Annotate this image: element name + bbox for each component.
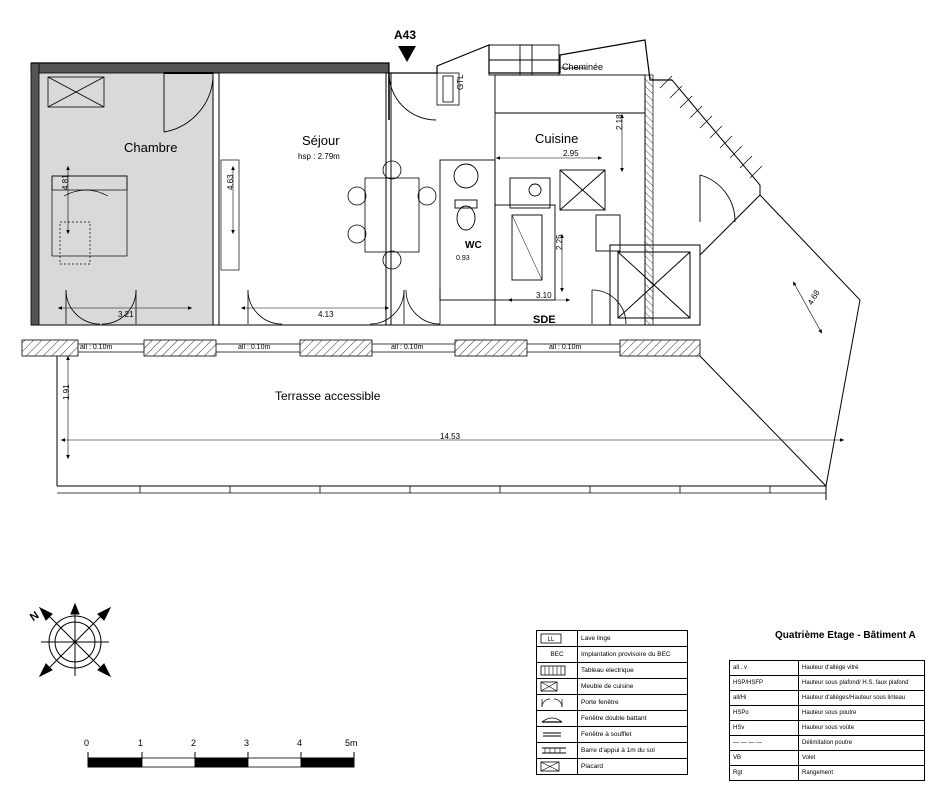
abbr-value: Hauteur sous plafond/ H.S. faux plafond bbox=[799, 676, 925, 691]
abbr-key: HSPo bbox=[730, 706, 799, 721]
abbr-value: Volet bbox=[799, 751, 925, 766]
legend-label: Placard bbox=[578, 759, 688, 775]
abbr-key: HSv bbox=[730, 721, 799, 736]
abbr-row bbox=[730, 661, 925, 676]
legend-row bbox=[537, 711, 688, 727]
abbr-value: Rangement bbox=[799, 766, 925, 781]
room-label-sde: SDE bbox=[533, 314, 556, 326]
legend-table bbox=[536, 630, 688, 775]
fenetre-double-battant-icon bbox=[537, 711, 578, 727]
legend-label: Porte fenêtre bbox=[578, 695, 688, 711]
cheminee-block bbox=[489, 45, 559, 75]
room-label-wc: WC bbox=[465, 240, 482, 251]
abbr-key: — — — — bbox=[730, 736, 799, 751]
legend-label: Meuble de cuisine bbox=[578, 679, 688, 695]
dim-cuisine-width: 2.95 bbox=[563, 149, 579, 158]
scale-tick-1: 1 bbox=[138, 738, 144, 748]
abbr-row bbox=[730, 736, 925, 751]
dim-angle-wall: 4.68 bbox=[806, 288, 822, 307]
placard-icon bbox=[537, 759, 578, 775]
unit-tag: A43 bbox=[394, 28, 417, 42]
unit-pointer bbox=[398, 46, 416, 62]
legend-label: Barre d'appui à 1m du sol bbox=[578, 743, 688, 759]
legend-label: Lave linge bbox=[578, 631, 688, 647]
north-compass bbox=[40, 604, 110, 676]
svg-text:LL: LL bbox=[547, 637, 555, 643]
abbr-row bbox=[730, 676, 925, 691]
scale-tick-5: 5m bbox=[345, 738, 358, 748]
dim-chambre-width: 3.21 bbox=[118, 310, 134, 319]
room-label-sejour: Séjour bbox=[302, 133, 340, 148]
meuble-cuisine-icon bbox=[537, 679, 578, 695]
dim-terrasse-depth: 1.91 bbox=[62, 384, 71, 400]
abbr-value: Délimitation poutre bbox=[799, 736, 925, 751]
legend-row bbox=[537, 695, 688, 711]
dim-chambre-depth: 4.81 bbox=[61, 174, 70, 190]
legend-label: Fenêtre double battant bbox=[578, 711, 688, 727]
allege-label-4: all : 0.10m bbox=[549, 344, 582, 351]
legend-row bbox=[537, 727, 688, 743]
legend-row bbox=[537, 647, 688, 663]
abbr-row bbox=[730, 706, 925, 721]
legend-row bbox=[537, 759, 688, 775]
legend-label: Fenêtre à soufflet bbox=[578, 727, 688, 743]
abbr-row bbox=[730, 751, 925, 766]
legend-row bbox=[537, 631, 688, 647]
abbr-key: all . v bbox=[730, 661, 799, 676]
room-label-chambre: Chambre bbox=[124, 140, 178, 155]
plan-title: Quatrième Etage - Bâtiment A bbox=[775, 630, 916, 641]
tableau-electrique-icon bbox=[537, 663, 578, 679]
label-terrasse: Terrasse accessible bbox=[275, 389, 381, 403]
dim-sejour-width: 4.13 bbox=[318, 310, 334, 319]
abbr-key: Rgt bbox=[730, 766, 799, 781]
entry-door bbox=[389, 73, 436, 120]
legend-row bbox=[537, 663, 688, 679]
abbr-value: Hauteur sous voûte bbox=[799, 721, 925, 736]
legend-label: Implantation provisoire du BEC bbox=[578, 647, 688, 663]
lave-linge-icon bbox=[537, 631, 578, 647]
cuisine-area bbox=[495, 75, 645, 325]
fenetre-soufflet-icon bbox=[537, 727, 578, 743]
allege-label-1: all : 0.10m bbox=[80, 344, 113, 351]
legend-label: Tableau electrique bbox=[578, 663, 688, 679]
wc-area bbox=[440, 160, 495, 300]
scale-tick-4: 4 bbox=[297, 738, 303, 748]
north-label: N bbox=[28, 609, 42, 624]
abbr-row bbox=[730, 691, 925, 706]
dim-cuisine-depth: 2.18 bbox=[615, 114, 624, 130]
label-cheminee: Cheminée bbox=[562, 62, 604, 72]
barre-appui-icon bbox=[537, 743, 578, 759]
abbr-key: all/Hi bbox=[730, 691, 799, 706]
label-gtl: GTL bbox=[456, 74, 465, 90]
abbr-key: VB bbox=[730, 751, 799, 766]
dim-terrasse-length: 14.53 bbox=[440, 432, 461, 441]
abbreviations-table bbox=[729, 660, 925, 781]
room-label-cuisine: Cuisine bbox=[535, 131, 579, 146]
abbr-value: Hauteur d'allège vitré bbox=[799, 661, 925, 676]
scale-tick-0: 0 bbox=[84, 738, 90, 748]
scale-tick-3: 3 bbox=[244, 738, 250, 748]
dim-sde-width: 3.10 bbox=[536, 291, 552, 300]
bec-icon: BEC bbox=[537, 647, 578, 663]
allege-label-3: all : 0.10m bbox=[391, 344, 424, 351]
scale-tick-2: 2 bbox=[191, 738, 197, 748]
abbr-value: Hauteur d'allèges/Hauteur sous linteau bbox=[799, 691, 925, 706]
abbr-row bbox=[730, 766, 925, 781]
wc-area-value: 0.93 bbox=[456, 255, 470, 262]
room-sub-sejour: hsp : 2.79m bbox=[298, 152, 340, 161]
legend-row bbox=[537, 743, 688, 759]
dim-sejour-depth: 4.63 bbox=[226, 174, 235, 190]
dim-sde-depth: 2.25 bbox=[555, 234, 564, 250]
sde-area bbox=[495, 205, 555, 300]
scale-bar bbox=[88, 752, 354, 767]
legend-row bbox=[537, 679, 688, 695]
abbr-value: Hauteur sous poutre bbox=[799, 706, 925, 721]
abbr-key: HSP/HSFP bbox=[730, 676, 799, 691]
allege-label-2: all : 0.10m bbox=[238, 344, 271, 351]
porte-fenetre-icon bbox=[537, 695, 578, 711]
abbr-row bbox=[730, 721, 925, 736]
